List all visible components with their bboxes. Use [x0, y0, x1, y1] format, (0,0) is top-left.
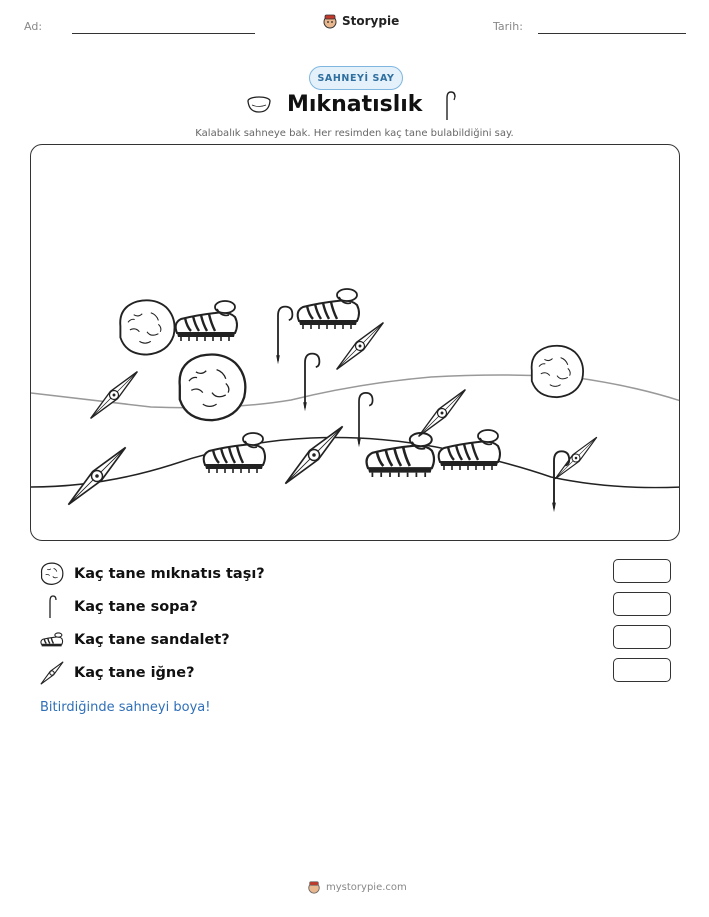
counting-scene[interactable]	[30, 144, 680, 541]
sandal	[439, 430, 500, 470]
question-cane	[40, 594, 198, 620]
sandal	[176, 301, 237, 341]
question-text: Kaç tane sandalet?	[74, 632, 230, 648]
storypie-mascot-icon	[322, 13, 338, 29]
needle	[419, 390, 466, 437]
needle	[91, 372, 138, 419]
footer-url[interactable]: mystorypie.com	[326, 881, 407, 893]
needle	[555, 437, 597, 479]
question-text: Kaç tane iğne?	[74, 665, 195, 681]
brand-name: Storypie	[342, 14, 400, 28]
magnet-stone	[532, 346, 583, 397]
name-label: Ad:	[24, 20, 43, 33]
finish-instruction: Bitirdiğinde sahneyi boya!	[40, 700, 211, 715]
needle-icon	[40, 661, 64, 685]
needle	[285, 426, 342, 483]
cane	[303, 354, 319, 412]
question-text: Kaç tane mıknatıs taşı?	[74, 566, 265, 582]
sandal	[298, 289, 359, 329]
date-label: Tarih:	[493, 20, 523, 33]
sandal	[204, 433, 265, 473]
cane	[276, 307, 292, 365]
brand-logo	[322, 13, 399, 29]
cane-icon	[40, 595, 64, 619]
page-title: Mıknatıslık	[287, 92, 423, 117]
magnet-stone	[120, 300, 174, 354]
bowl-icon	[245, 94, 273, 116]
footer	[307, 880, 407, 894]
magnet-stone	[180, 354, 246, 420]
magnet-stone-icon	[40, 562, 64, 586]
question-magnet-stone	[40, 561, 265, 587]
date-line[interactable]	[538, 33, 686, 34]
storypie-mascot-icon	[307, 880, 321, 894]
question-text: Kaç tane sopa?	[74, 599, 198, 615]
activity-badge: SAHNEYİ SAY	[309, 66, 403, 90]
answer-box-magnet-stone[interactable]	[613, 559, 671, 583]
answer-box-needle[interactable]	[613, 658, 671, 682]
question-needle	[40, 660, 195, 686]
instructions: Kalabalık sahneye bak. Her resimden kaç tane bulabildiğini say.	[195, 128, 514, 139]
answer-box-sandal[interactable]	[613, 625, 671, 649]
needle	[337, 323, 384, 370]
needle	[68, 447, 125, 504]
answer-box-cane[interactable]	[613, 592, 671, 616]
name-line[interactable]	[72, 33, 255, 34]
question-sandal	[40, 627, 230, 653]
scene-drawing	[31, 145, 680, 541]
sandal-icon	[40, 628, 64, 652]
cane-title-icon	[442, 90, 458, 122]
cane	[552, 451, 569, 512]
